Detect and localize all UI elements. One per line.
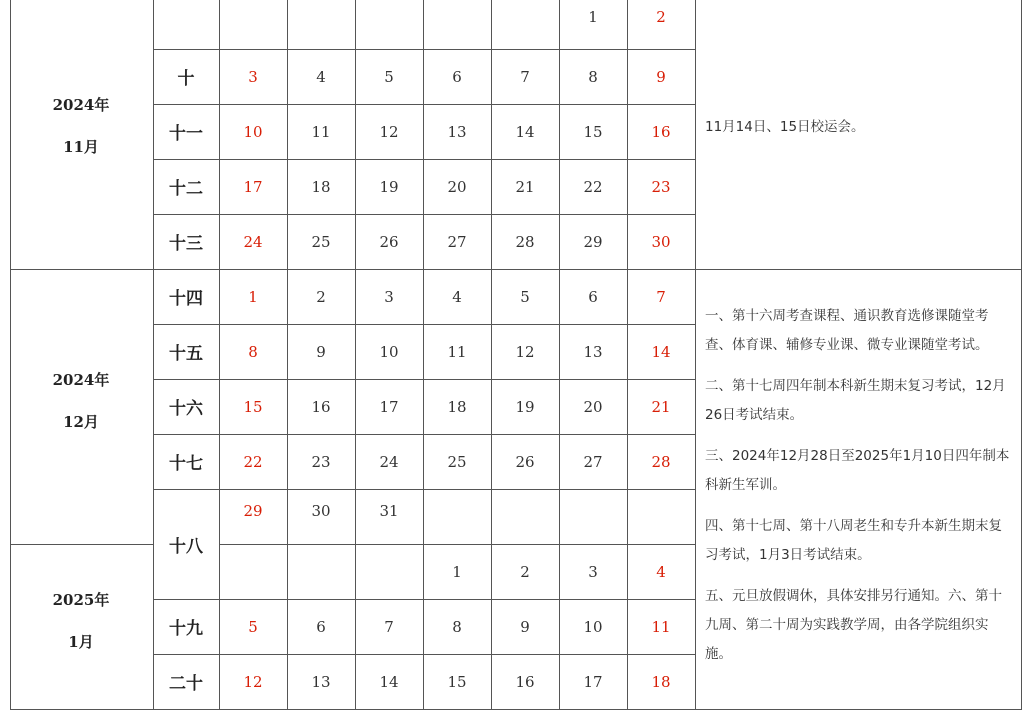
day-cell: 20 — [583, 397, 603, 416]
day-cell: 22 — [243, 452, 263, 471]
day-cell: 23 — [651, 177, 671, 196]
day-cell: 16 — [651, 122, 671, 141]
day-cell: 9 — [520, 617, 530, 636]
day-cell: 28 — [515, 232, 535, 251]
day-cell: 12 — [243, 672, 263, 691]
note-item: 一、第十六周考查课程、通识教育选修课随堂考查、体育课、辅修专业课、微专业课随堂考试。 — [705, 308, 989, 353]
week-label: 十一 — [169, 124, 203, 144]
day-cell: 2 — [316, 287, 326, 306]
day-cell: 11 — [311, 122, 331, 141]
day-cell: 24 — [243, 232, 263, 251]
week-label: 十九 — [169, 619, 203, 639]
day-cell: 17 — [379, 397, 399, 416]
day-cell: 19 — [379, 177, 399, 196]
day-cell: 26 — [515, 452, 535, 471]
day-cell: 12 — [379, 122, 399, 141]
week-label: 十六 — [169, 399, 203, 419]
day-cell: 9 — [656, 67, 666, 86]
grid-line-vertical — [695, 0, 696, 710]
day-cell: 27 — [447, 232, 467, 251]
day-cell: 14 — [515, 122, 535, 141]
grid-line-horizontal — [10, 269, 153, 270]
day-cell: 27 — [583, 452, 603, 471]
day-cell: 3 — [384, 287, 394, 306]
day-cell: 11 — [651, 617, 671, 636]
notes-november — [695, 113, 1021, 154]
day-cell: 31 — [379, 502, 399, 520]
day-cell: 13 — [311, 672, 331, 691]
day-cell: 16 — [515, 672, 535, 691]
day-cell: 9 — [316, 342, 326, 361]
week-label: 十八 — [169, 536, 203, 557]
day-cell: 15 — [243, 397, 263, 416]
day-cell: 15 — [447, 672, 467, 691]
day-cell: 18 — [651, 672, 671, 691]
day-cell: 18 — [311, 177, 331, 196]
day-cell: 19 — [515, 397, 535, 416]
day-cell: 7 — [384, 617, 394, 636]
day-cell: 29 — [243, 502, 263, 520]
grid-line-vertical — [1021, 0, 1022, 710]
day-cell: 5 — [248, 617, 258, 636]
note-item: 二、第十七周四年制本科新生期末复习考试，12月26日考试结束。 — [705, 378, 1006, 423]
day-cell: 3 — [588, 562, 598, 581]
day-cell: 2 — [656, 7, 666, 26]
day-cell: 1 — [452, 562, 462, 581]
month-label-jan-2025: 2025年 1月 — [52, 591, 110, 651]
day-cell: 5 — [520, 287, 530, 306]
day-cell: 14 — [379, 672, 399, 691]
day-cell: 6 — [452, 67, 462, 86]
week-label: 二十 — [169, 674, 203, 694]
week-label: 十三 — [169, 234, 203, 254]
day-cell: 3 — [248, 67, 258, 86]
day-cell: 17 — [243, 177, 263, 196]
day-cell: 13 — [583, 342, 603, 361]
day-cell: 4 — [452, 287, 462, 306]
day-cell: 7 — [520, 67, 530, 86]
day-cell: 4 — [656, 562, 666, 581]
week-label: 十五 — [169, 344, 203, 364]
month-label-dec-2024: 2024年 12月 — [52, 371, 110, 431]
day-cell: 8 — [452, 617, 462, 636]
week-label: 十四 — [169, 289, 203, 309]
note-item: 三、2024年12月28日至2025年1月10日四年制本科新生军训。 — [705, 448, 1010, 493]
day-cell: 21 — [515, 177, 535, 196]
day-cell: 23 — [311, 452, 331, 471]
week-label: 十 — [177, 69, 195, 89]
month-label-nov-2024: 2024年 11月 — [52, 96, 110, 156]
day-cell: 12 — [515, 342, 535, 361]
grid-line-vertical — [10, 0, 11, 710]
day-cell: 25 — [311, 232, 331, 251]
notes-december — [695, 302, 1021, 681]
week-label: 十七 — [169, 454, 203, 474]
day-cell: 22 — [583, 177, 603, 196]
day-cell: 5 — [384, 67, 394, 86]
day-cell: 24 — [379, 452, 399, 471]
note-item: 五、元旦放假调休，具体安排另行通知。六、第十九周、第二十周为实践教学周，由各学院组织实施。 — [705, 588, 1002, 662]
day-cell: 1 — [248, 287, 258, 306]
day-cell: 10 — [379, 342, 399, 361]
day-cell: 2 — [520, 562, 530, 581]
day-cell: 14 — [651, 342, 671, 361]
day-cell: 6 — [316, 617, 326, 636]
note-item: 四、第十七周、第十八周老生和专升本新生期末复习考试，1月3日考试结束。 — [705, 518, 1002, 563]
day-cell: 20 — [447, 177, 467, 196]
day-cell: 1 — [588, 7, 598, 26]
day-cell: 8 — [248, 342, 258, 361]
day-cell: 29 — [583, 232, 603, 251]
day-cell: 17 — [583, 672, 603, 691]
day-cell: 25 — [447, 452, 467, 471]
day-cell: 21 — [651, 397, 671, 416]
grid-line-horizontal — [10, 544, 153, 545]
day-cell: 15 — [583, 122, 603, 141]
day-cell: 10 — [583, 617, 603, 636]
grid-line-horizontal — [10, 709, 1022, 710]
note-item: 11月14日、15日校运会。 — [705, 119, 865, 135]
day-cell: 11 — [447, 342, 467, 361]
day-cell: 30 — [651, 232, 671, 251]
day-cell: 26 — [379, 232, 399, 251]
day-cell: 28 — [651, 452, 671, 471]
week-label: 十二 — [169, 179, 203, 199]
day-cell: 4 — [316, 67, 326, 86]
day-cell: 7 — [656, 287, 666, 306]
day-cell: 18 — [447, 397, 467, 416]
grid-line-horizontal — [695, 269, 1022, 270]
day-cell: 6 — [588, 287, 598, 306]
day-cell: 10 — [243, 122, 263, 141]
day-cell: 16 — [311, 397, 331, 416]
day-cell: 30 — [311, 502, 331, 520]
day-cell: 13 — [447, 122, 467, 141]
day-cell: 8 — [588, 67, 598, 86]
